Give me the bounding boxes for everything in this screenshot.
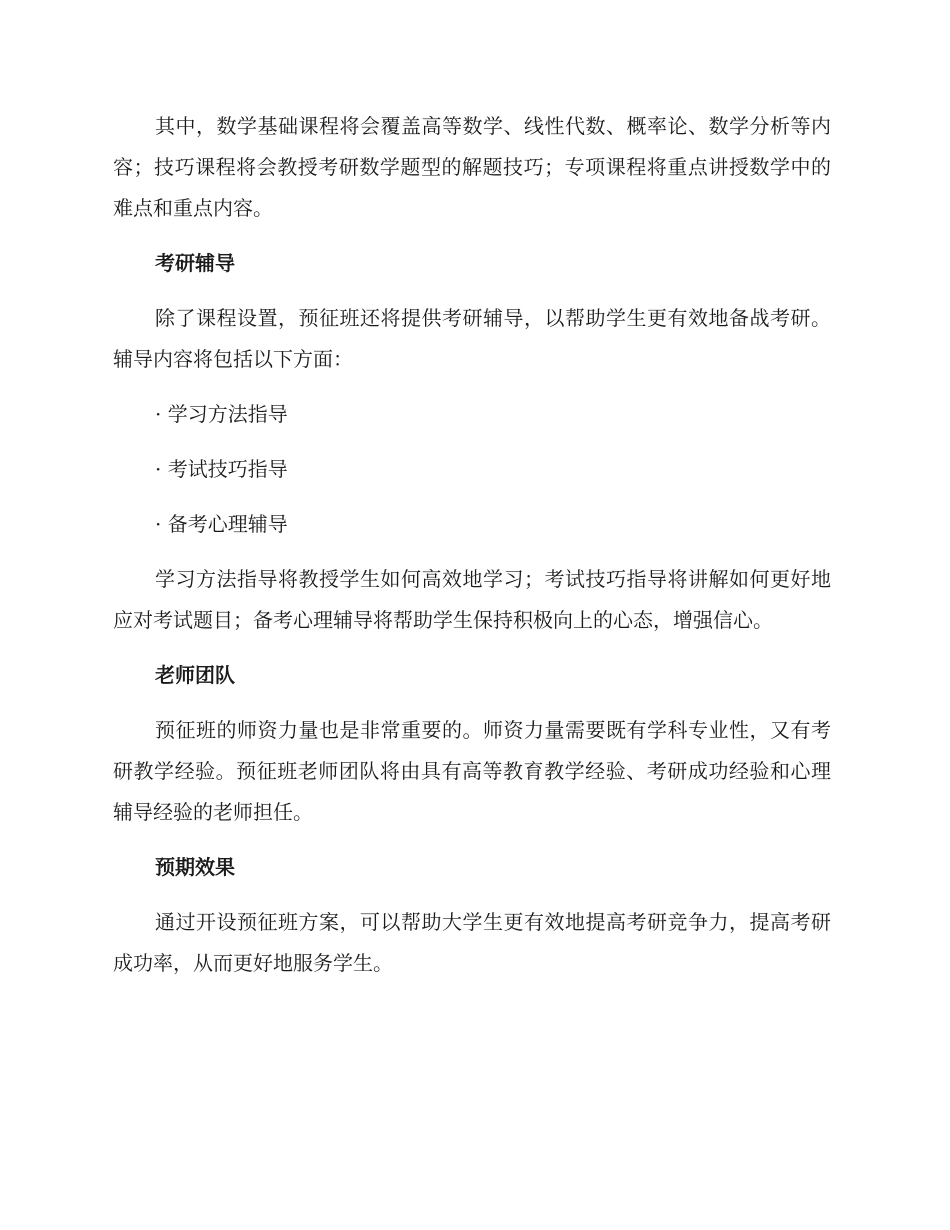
heading-expected-results: 预期效果 [155,855,235,879]
heading-exam-tutoring: 考研辅导 [155,251,235,275]
bullet-study-methods: · 学习方法指导 [155,402,288,426]
spacer [113,229,831,243]
spacer [113,435,831,449]
bullet-psych-support: · 备考心理辅导 [155,512,288,536]
document-page [113,106,831,984]
paragraph-course-content: 其中，数学基础课程将会覆盖高等数学、线性代数、概率论、数学分析等内容；技巧课程将会教授考研数学题型的解题技巧；专项课程将重点讲授数学中的难点和重点内容。 [113,114,831,220]
spacer [113,380,831,394]
paragraph-expected-results: 通过开设预征班方案，可以帮助大学生更有效地提高考研竞争力，提高考研成功率，从而更好地服务学生。 [113,910,831,975]
spacer [113,284,831,298]
paragraph-teacher-team: 预征班的师资力量也是非常重要的。师资力量需要既有学科专业性，又有考研教学经验。预征班老师团队将由具有高等教育教学经验、考研成功经验和心理辅导经验的老师担任。 [113,718,831,824]
spacer [113,833,831,847]
spacer [113,696,831,710]
paragraph-tutoring-intro: 除了课程设置，预征班还将提供考研辅导，以帮助学生更有效地备战考研。辅导内容将包括以下方面： [113,306,831,371]
spacer [113,490,831,504]
heading-teacher-team: 老师团队 [155,663,235,687]
spacer [113,641,831,655]
spacer [113,888,831,902]
paragraph-tutoring-details: 学习方法指导将教授学生如何高效地学习；考试技巧指导将讲解如何更好地应对考试题目；备考心理辅导将帮助学生保持积极向上的心态，增强信心。 [113,567,831,632]
spacer [113,545,831,559]
bullet-exam-skills: · 考试技巧指导 [155,457,288,481]
